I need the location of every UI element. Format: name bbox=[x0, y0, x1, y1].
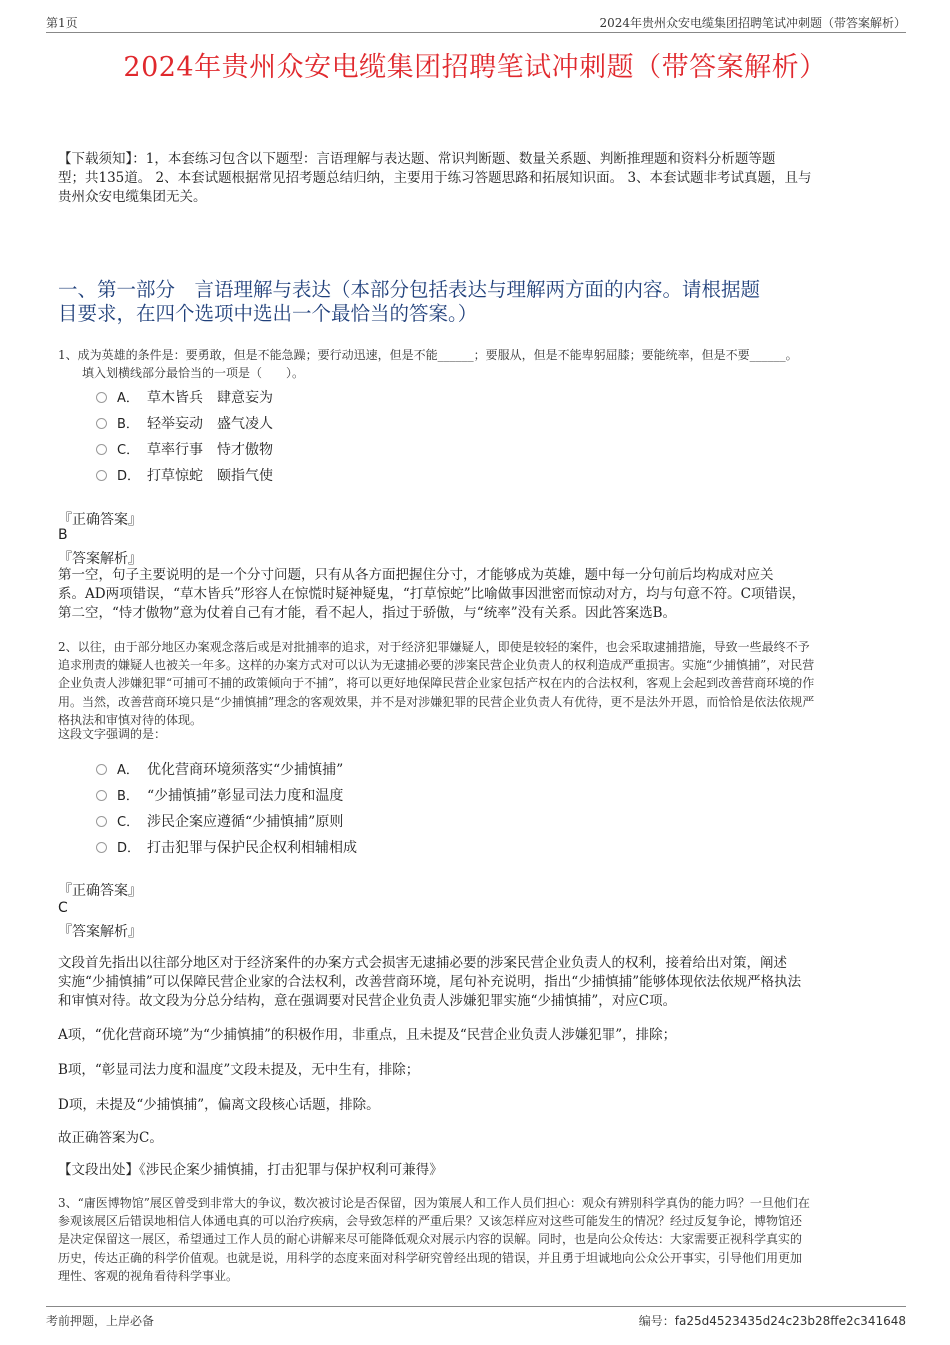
radio-button[interactable] bbox=[96, 790, 107, 801]
q2-answer: C bbox=[58, 900, 68, 916]
question-line: 用。当然，改善营商环境只是“少捕慎捕”理念的客观效果，并不是对涉嫌犯罪的民营企业负责人有优待，更不是法外开恩，而恰恰是依法依规严 bbox=[58, 694, 815, 709]
q1-answer-label: 『正确答案』 bbox=[58, 512, 142, 528]
question-line: 参观该展区后错误地相信人体通电真的可以治疗疾病，会导致怎样的严重后果？又该怎样应对这些可能发生的情况？经过反复争论，博物馆还 bbox=[58, 1214, 803, 1229]
question-line: 追求刑责的嫌疑人也被关一年多。这样的办案方式对可以认为无逮捕必要的涉案民营企业负责人的权利造成严重损害。实施“少捕慎捕”，对民营 bbox=[58, 658, 815, 673]
option-text: 涉民企案应遵循“少捕慎捕”原则 bbox=[147, 814, 344, 830]
q1-analysis bbox=[58, 566, 908, 623]
header-doc-title: 2024年贵州众安电缆集团招聘笔试冲刺题（带答案解析） bbox=[599, 16, 906, 30]
notice-line: 型；共135道。 2、本套试题根据常见招考题总结归纳，主要用于练习答题思路和拓展知识面。 3、本套试题非考试真题，且与 bbox=[58, 170, 812, 186]
radio-button[interactable] bbox=[96, 444, 107, 455]
download-notice bbox=[58, 150, 903, 207]
footer-divider bbox=[46, 1306, 906, 1307]
analysis-line: 系。AD两项错误，“草木皆兵”形容人在惊慌时疑神疑鬼，“打草惊蛇”比喻做事因泄密而惊动对方，均与句意不符。C项错误， bbox=[58, 586, 806, 602]
q1-option-a[interactable] bbox=[96, 388, 273, 408]
question-line: 2、以往，由于部分地区办案观念落后或是对批捕率的追求，对于经济犯罪嫌疑人，即使是较轻的案件，也会采取逮捕措施，导致一些最终不予 bbox=[58, 640, 810, 654]
footer-code bbox=[639, 1312, 906, 1329]
q2-option-b[interactable] bbox=[96, 786, 343, 806]
question-line: 1、成为英雄的条件是：要勇敢，但是不能急躁；要行动迅速，但是不能______；要服从，但是不能卑躬屈膝；要能统率，但是不要______。 bbox=[58, 348, 798, 362]
radio-button[interactable] bbox=[96, 764, 107, 775]
page-number: 第1页 bbox=[46, 16, 78, 30]
question-2-stem bbox=[58, 638, 918, 729]
question-line: 是决定保留这一展区，希望通过工作人员的耐心讲解来尽可能降低观众对展示内容的误解。同时，也是向公众传达：大家需要正视科学真实的 bbox=[58, 1232, 803, 1247]
q2-option-d[interactable] bbox=[96, 838, 357, 858]
option-text: 打草惊蛇 颐指气使 bbox=[147, 468, 273, 484]
option-text: 打击犯罪与保护民企权利相辅相成 bbox=[147, 840, 357, 856]
section-heading-line: 一、第一部分 言语理解与表达（本部分包括表达与理解两方面的内容。请根据题 bbox=[58, 278, 761, 301]
header-divider bbox=[46, 32, 906, 33]
section-heading-line: 目要求，在四个选项中选出一个最恰当的答案。） bbox=[58, 302, 478, 325]
q2-source: 【文段出处】《涉民企案少捕慎捕，打击犯罪与保护权利可兼得》 bbox=[58, 1162, 443, 1178]
page-title: 2024年贵州众安电缆集团招聘笔试冲刺题（带答案解析） bbox=[123, 52, 827, 83]
question-1-stem bbox=[58, 347, 918, 382]
option-text: 优化营商环境须落实“少捕慎捕” bbox=[147, 762, 344, 778]
option-letter: A． bbox=[117, 763, 139, 778]
analysis-line: 和审慎对待。故文段为分总分结构，意在强调要对民营企业负责人涉嫌犯罪实施“少捕慎捕”，对应C项。 bbox=[58, 993, 677, 1009]
q2-analysis-label: 『答案解析』 bbox=[58, 924, 142, 940]
radio-button[interactable] bbox=[96, 418, 107, 429]
q1-option-d[interactable] bbox=[96, 466, 273, 486]
q1-option-c[interactable] bbox=[96, 440, 273, 460]
analysis-line: 第二空，“恃才傲物”意为仗着自己有才能，看不起人，指过于骄傲，与“统率”没有关系。因此答案选B。 bbox=[58, 605, 677, 621]
question-line: 格执法和审慎对待的体现。 bbox=[58, 712, 203, 727]
question-line: 历史，传达正确的科学价值观。也就是说，用科学的态度来面对科学研究曾经出现的错误，并且勇于坦诚地向公众公开事实，引导他们用更加 bbox=[58, 1250, 803, 1265]
footer-code-value: fa25d4523435d24c23b28ffe2c341648 bbox=[674, 1314, 906, 1328]
radio-button[interactable] bbox=[96, 842, 107, 853]
question-line: 填入划横线部分最恰当的一项是（ ）。 bbox=[58, 365, 305, 380]
q2-answer-label: 『正确答案』 bbox=[58, 883, 142, 899]
q1-answer: B bbox=[58, 527, 68, 543]
option-letter: C． bbox=[117, 443, 140, 458]
option-text: 草率行事 恃才傲物 bbox=[147, 442, 273, 458]
option-letter: B． bbox=[117, 789, 139, 804]
radio-button[interactable] bbox=[96, 470, 107, 481]
analysis-line: 文段首先指出以往部分地区对于经济案件的办案方式会损害无逮捕必要的涉案民营企业负责人的权利，接着给出对策，阐述 bbox=[58, 955, 787, 971]
option-letter: D． bbox=[117, 841, 141, 856]
q2-explain-b: B项，“彰显司法力度和温度”文段未提及，无中生有，排除； bbox=[58, 1062, 420, 1078]
q2-prompt: 这段文字强调的是： bbox=[58, 727, 167, 741]
section-heading bbox=[58, 278, 903, 326]
footer-code-label: 编号： bbox=[638, 1314, 675, 1328]
option-text: “少捕慎捕”彰显司法力度和温度 bbox=[147, 788, 344, 804]
option-letter: B． bbox=[117, 417, 139, 432]
q2-option-a[interactable] bbox=[96, 760, 343, 780]
q1-option-b[interactable] bbox=[96, 414, 273, 434]
q2-conclusion: 故正确答案为C。 bbox=[58, 1130, 163, 1146]
q2-explain-d: D项，未提及“少捕慎捕”，偏离文段核心话题，排除。 bbox=[58, 1097, 380, 1113]
q2-explain-a: A项，“优化营商环境”为“少捕慎捕”的积极作用，非重点，且未提及“民营企业负责人涉嫌犯罪”，排除； bbox=[58, 1027, 677, 1043]
question-line: 理性、客观的视角看待科学事业。 bbox=[58, 1268, 239, 1283]
q2-option-c[interactable] bbox=[96, 812, 343, 832]
option-letter: D． bbox=[117, 469, 141, 484]
option-letter: A． bbox=[117, 391, 139, 406]
analysis-line: 实施“少捕慎捕”可以保障民营企业家的合法权利，改善营商环境，尾句补充说明，指出“少捕慎捕”能够体现依法依规严格执法 bbox=[58, 974, 802, 990]
question-line: 企业负责人涉嫌犯罪“可捕可不捕的政策倾向于不捕”，将可以更好地保障民营企业家包括产权在内的合法权利，客观上会起到改善营商环境的作 bbox=[58, 676, 815, 691]
question-line: 3、“庸医博物馆”展区曾受到非常大的争议，数次被讨论是否保留，因为策展人和工作人员们担心：观众有辨别科学真伪的能力吗？一旦他们在 bbox=[58, 1196, 810, 1210]
q2-analysis bbox=[58, 954, 908, 1011]
q1-analysis-label: 『答案解析』 bbox=[58, 551, 142, 567]
radio-button[interactable] bbox=[96, 392, 107, 403]
option-letter: C． bbox=[117, 815, 140, 830]
option-text: 轻举妄动 盛气凌人 bbox=[147, 416, 273, 432]
analysis-line: 第一空，句子主要说明的是一个分寸问题，只有从各方面把握住分寸，才能够成为英雄，题中每一分句前后均构成对应关 bbox=[58, 567, 774, 583]
notice-line: 贵州众安电缆集团无关。 bbox=[58, 189, 207, 205]
question-3-stem bbox=[58, 1194, 918, 1285]
notice-line: 【下载须知】：1，本套练习包含以下题型：言语理解与表达题、常识判断题、数量关系题、判断推理题和资料分析题等题 bbox=[58, 151, 776, 167]
radio-button[interactable] bbox=[96, 816, 107, 827]
footer-slogan: 考前押题，上岸必备 bbox=[46, 1314, 155, 1328]
option-text: 草木皆兵 肆意妄为 bbox=[147, 390, 273, 406]
